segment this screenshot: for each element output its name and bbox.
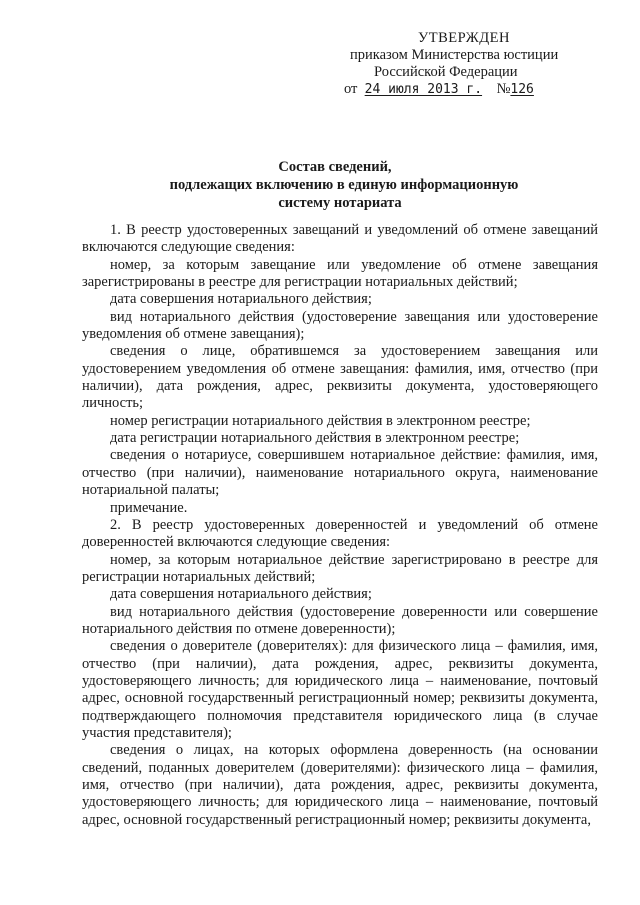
approval-number-prefix: № [496, 81, 511, 97]
paragraph-14: сведения о доверителе (доверителях): для физического лица – фамилия, имя, отчество (при наличии), дата рождения, адрес, реквизиты документа, удостоверяющего личность; для юридического лица – наименование, почтовый адрес, основной государственный регистрационный номер; реквизиты документа, подтверждающего полномочия представителя юридического лица (в случае участия представителя); [82, 638, 598, 741]
paragraph-8: сведения о нотариусе, совершившем нотариальное действие: фамилия, имя, отчество (при наличии), наименование нотариального округа, наименование нотариальной палаты; [82, 447, 598, 499]
approval-date-prefix: от [344, 81, 358, 97]
paragraph-3: дата совершения нотариального действия; [110, 291, 372, 308]
document-body [82, 222, 598, 829]
paragraph-1: 1. В реестр удостоверенных завещаний и уведомлений об отмене завещаний включаются следующие сведения: [82, 222, 598, 256]
title-line-3: систему нотариата [278, 195, 402, 211]
paragraph-4: вид нотариального действия (удостоверение завещания или удостоверение уведомления об отмене завещания); [82, 308, 598, 343]
title-line-1: Состав сведений, [278, 159, 392, 175]
paragraph-9: примечание. [110, 499, 188, 516]
paragraph-5: сведения о лице, обратившемся за удостоверением завещания или удостоверением уведомления об отмене завещания: фамилия, имя, отчество (при наличии), дата рождения, адрес, реквизиты документа, удостоверяющего личность; [82, 343, 598, 412]
document-title [0, 158, 640, 212]
paragraph-15: сведения о лицах, на которых оформлена доверенность (на основании сведений, поданных доверителем (доверителями): физического лица – фамилия, имя, отчество (при наличии), дата рождения, адрес, реквизиты документа, удостоверяющего личность; для юридического лица – наименование, почтовый адрес, основной государственный регистрационный номер; реквизиты документа, [82, 742, 598, 828]
paragraph-2: номер, за которым завещание или уведомление об отмене завещания зарегистрированы в реестре для регистрации нотариальных действий; [82, 256, 598, 291]
approval-number: 126 [510, 82, 534, 97]
approval-heading: УТВЕРЖДЕН [418, 30, 510, 46]
title-line-2: подлежащих включению в единую информационную [169, 177, 519, 193]
paragraph-13: вид нотариального действия (удостоверение доверенности или совершение нотариального действия по отмене доверенности); [82, 603, 598, 637]
paragraph-10: 2. В реестр удостоверенных доверенностей и уведомлений об отмене доверенностей включаются следующие сведения: [82, 516, 598, 551]
paragraph-12: дата совершения нотариального действия; [110, 586, 372, 603]
paragraph-7: дата регистрации нотариального действия в электронном реестре; [110, 430, 520, 447]
paragraph-11: номер, за которым нотариальное действие зарегистрировано в реестре для регистрации нотариальных действий; [82, 551, 598, 585]
approval-federation-line: Российской Федерации [374, 64, 518, 80]
approval-order-line: приказом Министерства юстиции [350, 47, 559, 63]
approval-date: 24 июля 2013 г. [364, 82, 483, 97]
approval-date-line [340, 81, 600, 98]
approval-stamp [340, 30, 600, 98]
paragraph-6: номер регистрации нотариального действия в электронном реестре; [110, 412, 531, 429]
